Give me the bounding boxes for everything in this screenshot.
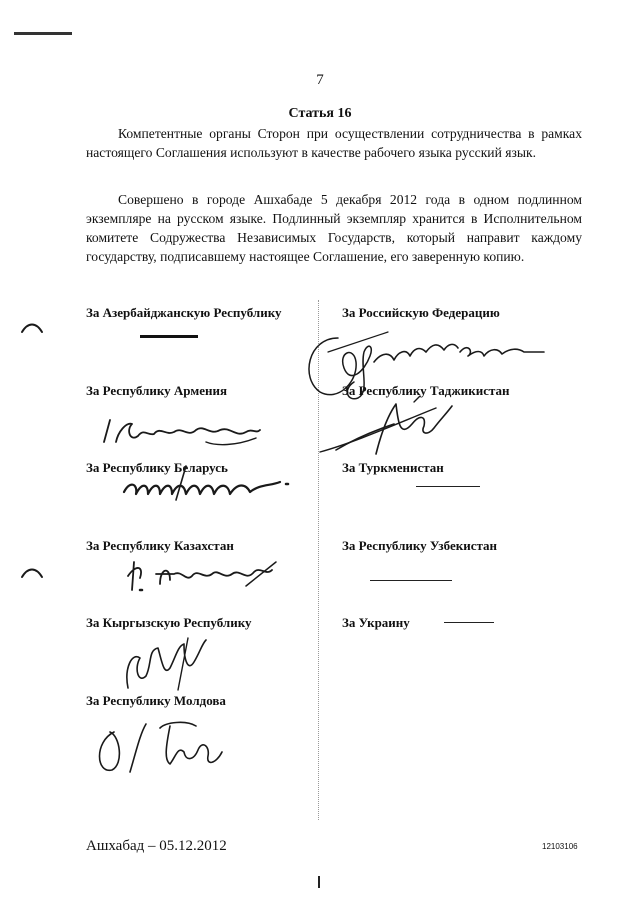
scan-mark-bottom (318, 876, 320, 888)
signature-belarus (120, 462, 300, 506)
hole-punch-mark-2 (20, 565, 44, 579)
paragraph-2 (86, 190, 582, 266)
signatory-belarus: За Республику Беларусь (86, 460, 228, 475)
signature-kyrgyzstan (118, 628, 218, 698)
signature-kazakhstan (126, 556, 286, 596)
article-title: Статья 16 (288, 106, 352, 121)
signature-armenia (96, 412, 266, 452)
signatory-ukraine: За Украину (342, 615, 410, 630)
scan-mark-top (14, 32, 72, 35)
signatory-russia: За Российскую Федерацию (342, 305, 500, 320)
signature-line-turkmenistan (416, 486, 480, 487)
signature-line-uzbekistan (370, 580, 452, 581)
signature-tajikistan (316, 394, 476, 460)
hole-punch-mark-1 (20, 320, 44, 334)
paragraph-1 (86, 124, 582, 162)
signatory-armenia: За Республику Армения (86, 383, 227, 398)
footer-place-date: Ашхабад – 05.12.2012 (86, 838, 227, 854)
paragraph-1-text: Компетентные органы Сторон при осуществлении сотрудничества в рамках настоящего Соглашения используют в качестве рабочего языка русский язык. (86, 126, 582, 160)
signatory-tajikistan: За Республику Таджикистан (342, 383, 510, 398)
signatory-azerbaijan: За Азербайджанскую Республику (86, 305, 282, 320)
signatory-uzbekistan: За Республику Узбекистан (342, 538, 497, 553)
signatory-kazakhstan: За Республику Казахстан (86, 538, 234, 553)
signatory-moldova: За Республику Молдова (86, 693, 226, 708)
footer-doc-code: 12103106 (542, 842, 578, 851)
signature-line-azerbaijan (140, 335, 198, 338)
signature-line-ukraine (444, 622, 494, 623)
paragraph-2-text: Совершено в городе Ашхабаде 5 декабря 2012 года в одном подлинном экземпляре на русском языке. Подлинный экземпляр хранится в Исполнительном комитете Содружества Независимых Государств, который направит каждому государству, подписавшему настоящее Соглашение, его заверенную копию. (86, 192, 582, 264)
signatory-kyrgyzstan: За Кыргызскую Республику (86, 615, 252, 630)
signatory-turkmenistan: За Туркменистан (342, 460, 444, 475)
signature-moldova (90, 712, 240, 782)
page-number: 7 (316, 72, 324, 88)
